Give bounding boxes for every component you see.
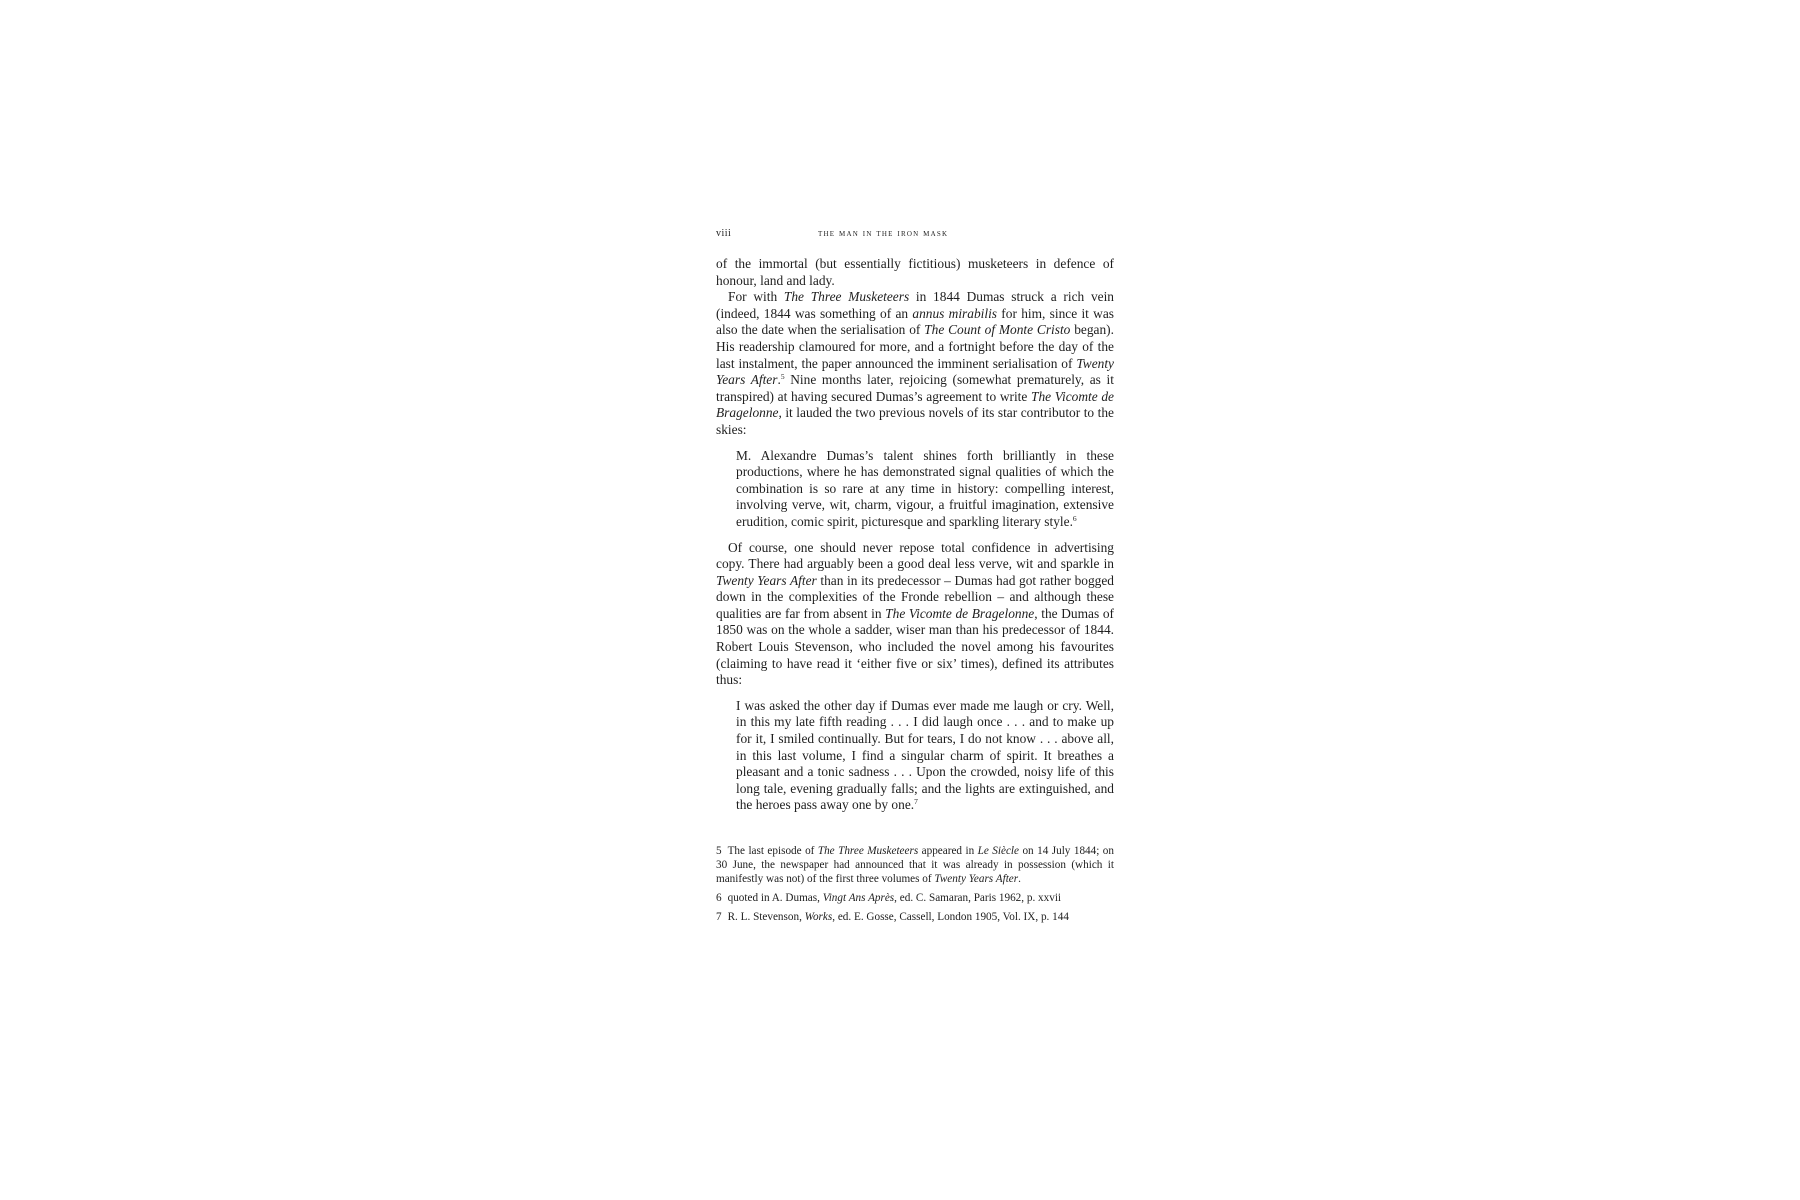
running-head <box>716 228 1114 246</box>
footnote-5: 5 The last episode of The Three Musketeers appeared in Le Siècle on 14 July 1844; on 30 June, the newspaper had announced that it was already in possession (which it manifestly was not) of the first three volumes of Twenty Years After. <box>716 845 1114 885</box>
running-title: the man in the iron mask <box>818 228 949 239</box>
book-page <box>716 228 1114 929</box>
paragraph-advertising-copy: Of course, one should never repose total confidence in advertising copy. There had arguably been a good deal less verve, wit and sparkle in Twenty Years After than in its predecessor – Dumas had got rather bogged down in the complexities of the Fronde rebellion – and although these qualities are far from absent in The Vicomte de Bragelonne, the Dumas of 1850 was on the whole a sadder, wiser man than his predecessor of 1844. Robert Louis Stevenson, who included the novel among his favourites (claiming to have read it ‘either five or six’ times), defined its attributes thus: <box>716 539 1114 688</box>
block-quote-siecle: M. Alexandre Dumas’s talent shines forth brilliantly in these productions, where he has demonstrated signal qualities of which the combination is so rare at any time in history: compelling interest, involving verve, wit, charm, vigour, a fruitful imagination, extensive erudition, comic spirit, picturesque and sparkling literary style.$^6$ <box>736 447 1114 529</box>
block-quote-stevenson: I was asked the other day if Dumas ever made me laugh or cry. Well, in this my late fifth reading . . . I did laugh once . . . and to make up for it, I smiled continually. But for tears, I do not know . . . above all, in this last volume, I find a singular charm of spirit. It breathes a pleasant and a tonic sadness . . . Upon the crowded, noisy life of this long tale, evening gradually falls; and the lights are extinguished, and the heroes pass away one by one.$^7$ <box>736 697 1114 813</box>
footnote-ref-6: 6 <box>1072 513 1077 523</box>
footnotes <box>716 844 1114 924</box>
footnote-7: 7 R. L. Stevenson, Works, ed. E. Gosse, Cassell, London 1905, Vol. IX, p. 144 <box>716 911 1069 923</box>
footnote-6: 6 quoted in A. Dumas, Vingt Ans Après, ed. C. Samaran, Paris 1962, p. xxvii <box>716 892 1062 904</box>
paragraph-continued: of the immortal (but essentially fictitious) musketeers in defence of honour, land and lady. <box>716 256 1114 288</box>
footnote-ref-5: 5 <box>780 372 785 382</box>
footnote-ref-7: 7 <box>914 797 918 807</box>
page-number: viii <box>716 228 732 239</box>
paragraph-three-musketeers: For with The Three Musketeers in 1844 Dumas struck a rich vein (indeed, 1844 was something of an annus mirabilis for him, since it was also the date when the serialisation of The Count of Monte Cristo began). His readership clamoured for more, and a fortnight before the day of the last instalment, the paper announced the imminent serialisation of Twenty Years After.$^5$ Nine months later, rejoicing (somewhat prematurely, as it transpired) at having secured Dumas’s agreement to write The Vicomte de Bragelonne, it lauded the two previous novels of its star contributor to the skies: <box>716 289 1114 437</box>
